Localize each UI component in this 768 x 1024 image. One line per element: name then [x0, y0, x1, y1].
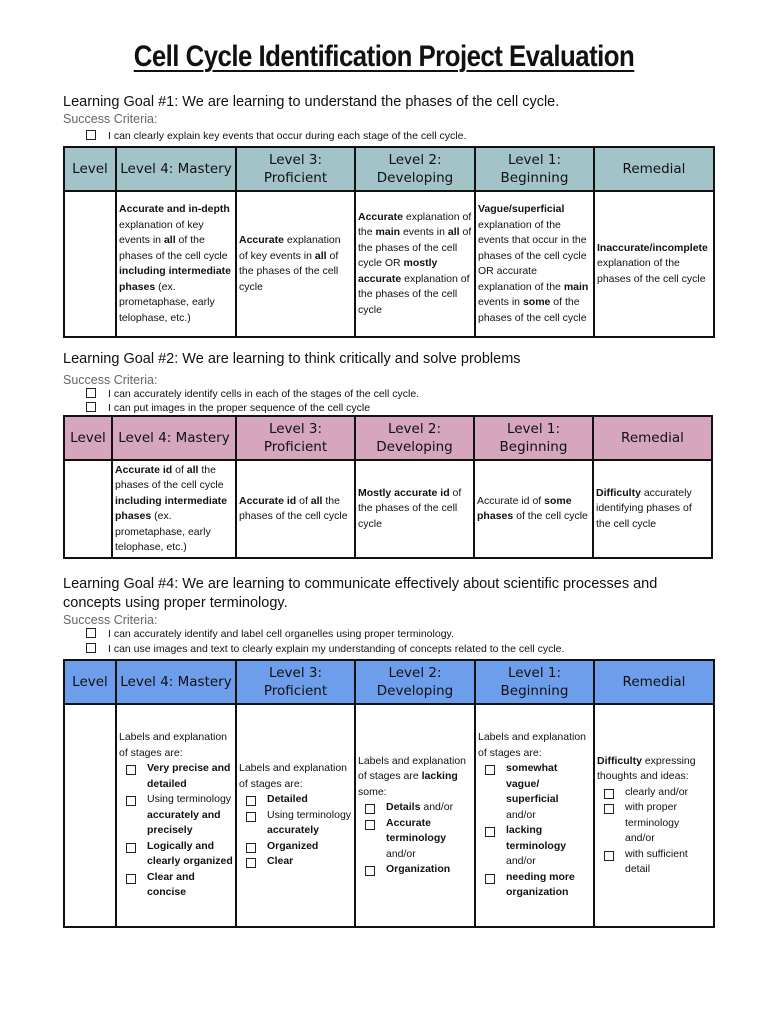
checkbox-icon: [485, 765, 495, 775]
checkbox-icon: [246, 812, 256, 822]
goal-2-criterion-2: [86, 402, 370, 415]
level-cell: [64, 460, 112, 558]
list-item: lacking terminology and/or: [478, 823, 591, 870]
list-item: Accurate terminology and/or: [358, 816, 472, 863]
criterion-text: I can accurately identify and label cell organelles using proper terminology.: [108, 628, 454, 640]
cell-level-2: [355, 704, 475, 927]
bold-text: all: [447, 226, 460, 239]
cell-level-1: Vague/superficial explanation of the events that occur in the phases of the cell cycle OR accurate explanation of the main events in some of the phases of the cell cycle: [475, 191, 594, 337]
header-level: Level: [64, 147, 116, 191]
cell-level-2: Mostly accurate id of the phases of the cell cycle: [355, 460, 474, 558]
bold-text: all: [163, 234, 176, 246]
criteria-list: [358, 800, 472, 878]
bold-text: main: [563, 280, 589, 293]
cell-level-4: [116, 704, 236, 927]
cell-level-1: Accurate id of some phases of the cell cycle: [474, 460, 593, 558]
criteria-list: [597, 785, 711, 878]
checkbox-icon: [604, 804, 614, 814]
checkbox-icon: [365, 820, 375, 830]
header-remedial: Remedial: [593, 416, 712, 460]
header-level-1: Level 1: Beginning: [475, 660, 594, 704]
goal-2-rubric-table: [63, 415, 713, 559]
cell-level-3: [236, 704, 355, 927]
bold-text: including intermediate phases: [119, 265, 232, 293]
bold-text: Clear: [267, 855, 294, 868]
list-item: somewhat vague/ superficial and/or: [478, 761, 591, 823]
list-item: with proper terminology and/or: [597, 800, 711, 847]
cell-level-3: Accurate id of all the phases of the cell cycle: [236, 460, 355, 558]
document-title: Cell Cycle Identification Project Evaluation: [133, 40, 635, 73]
bold-text: accurately and precisely: [147, 808, 221, 837]
bold-text: needing more organization: [506, 870, 575, 899]
checkbox-icon: [86, 643, 96, 653]
bold-text: lacking terminology: [506, 824, 567, 852]
bold-text: Accurate: [358, 210, 403, 223]
rubric-body-row: [64, 460, 712, 558]
level-cell: [64, 191, 116, 337]
bold-text: some phases: [477, 494, 572, 522]
bold-text: Detailed: [267, 793, 308, 806]
criteria-list: [239, 792, 352, 870]
bold-text: Accurate id: [239, 494, 297, 507]
goal-2-success-label: Success Criteria:: [63, 373, 158, 387]
bold-text: Difficulty: [596, 486, 641, 499]
bold-text: Inaccurate/incomplete: [597, 241, 708, 254]
goal-4-success-label: Success Criteria:: [63, 613, 158, 627]
header-level: Level: [64, 660, 116, 704]
rubric-body-row: [64, 191, 714, 337]
header-level-3: Level 3: Proficient: [236, 147, 355, 191]
checkbox-icon: [246, 796, 256, 806]
header-level-1: Level 1: Beginning: [475, 147, 594, 191]
rubric-body-row: [64, 704, 714, 927]
checkbox-icon: [86, 402, 96, 412]
cell-level-1: [475, 704, 594, 927]
list-item: [119, 761, 233, 792]
bold-text: Accurate: [239, 234, 284, 246]
bold-text: Accurate id: [115, 463, 173, 476]
header-level: Level: [64, 416, 112, 460]
goal-4-heading: Learning Goal #4: We are learning to communicate effectively about scientific processes and concepts using proper terminology.: [63, 576, 658, 611]
cell-remedial: Inaccurate/incomplete explanation of the phases of the cell cycle: [594, 191, 714, 337]
goal-4-rubric-table: [63, 659, 715, 928]
bold-text: all: [310, 494, 323, 507]
cell-remedial: [594, 704, 714, 927]
list-item: Details and/or: [358, 800, 472, 816]
list-item: [119, 839, 233, 870]
criterion-text: I can use images and text to clearly explain my understanding of concepts related to the cell cycle.: [108, 643, 565, 655]
bold-text: lacking: [421, 770, 458, 782]
header-level-2: Level 2: Developing: [355, 660, 475, 704]
header-level-4: Level 4: Mastery: [116, 147, 236, 191]
list-item: [239, 854, 352, 870]
goal-2-heading: Learning Goal #2: We are learning to think critically and solve problems: [63, 351, 521, 367]
cell-intro: Labels and explanation of stages are:: [239, 762, 348, 790]
goal-1-heading: Learning Goal #1: We are learning to understand the phases of the cell cycle.: [63, 94, 560, 110]
header-remedial: Remedial: [594, 147, 714, 191]
bold-text: some: [522, 296, 551, 308]
bold-text: Difficulty: [597, 754, 642, 767]
checkbox-icon: [365, 804, 375, 814]
checkbox-icon: [246, 858, 256, 868]
list-item: Using terminology accurately: [239, 808, 352, 839]
checkbox-icon: [246, 843, 256, 853]
level-cell: [64, 704, 116, 927]
checkbox-icon: [126, 765, 136, 775]
cell-level-3: Accurate explanation of key events in all of the phases of the cell cycle: [236, 191, 355, 337]
checkbox-icon: [86, 388, 96, 398]
rubric-header-row: [64, 147, 714, 191]
criterion-text: I can put images in the proper sequence of the cell cycle: [108, 402, 371, 414]
goal-4-criterion-2: [86, 643, 564, 656]
bold-text: all: [186, 463, 199, 476]
bold-text: accurately: [267, 824, 319, 837]
checkbox-icon: [86, 130, 96, 140]
cell-remedial: Difficulty accurately identifying phases of the cell cycle: [593, 460, 712, 558]
header-level-4: Level 4: Mastery: [112, 416, 236, 460]
cell-intro: Difficulty expressing thoughts and ideas:: [597, 754, 696, 782]
list-item: [239, 792, 352, 808]
bold-text: Clear and concise: [147, 870, 195, 899]
rubric-header-row: [64, 660, 714, 704]
checkbox-icon: [126, 874, 136, 884]
checkbox-icon: [126, 843, 136, 853]
header-level-3: Level 3: Proficient: [236, 416, 355, 460]
bold-text: main: [375, 226, 401, 239]
goal-2-criterion-1: [86, 388, 419, 401]
bold-text: Accurate terminology: [386, 816, 447, 844]
checkbox-icon: [604, 851, 614, 861]
bold-text: including intermediate phases: [115, 494, 228, 522]
bold-text: Organization: [386, 863, 451, 875]
list-item: with sufficient detail: [597, 847, 711, 878]
cell-intro: Labels and explanation of stages are:: [119, 731, 228, 759]
list-item: [358, 862, 472, 878]
header-level-2: Level 2: Developing: [355, 416, 474, 460]
goal-1-rubric-table: [63, 146, 715, 338]
cell-intro: Labels and explanation of stages are lacking some:: [358, 754, 467, 798]
cell-level-2: Accurate explanation of the main events in all of the phases of the cell cycle OR mostly accurate explanation of the phases of the cell cycle: [355, 191, 475, 337]
list-item: Using terminology accurately and precisely: [119, 792, 233, 839]
checkbox-icon: [485, 874, 495, 884]
header-level-3: Level 3: Proficient: [236, 660, 355, 704]
checkbox-icon: [485, 827, 495, 837]
goal-1-success-label: Success Criteria:: [63, 112, 158, 126]
criteria-list: [119, 761, 233, 901]
header-remedial: Remedial: [594, 660, 714, 704]
goal-4-criterion-1: [86, 628, 454, 641]
cell-level-4: Accurate id of all the phases of the cell cycle including intermediate phases (ex. prometaphase, early telophase, etc.): [112, 460, 236, 558]
bold-text: Mostly accurate id: [358, 486, 450, 499]
list-item: clearly and/or: [597, 785, 711, 801]
bold-text: Vague/superficial: [478, 203, 565, 215]
header-level-4: Level 4: Mastery: [116, 660, 236, 704]
goal-1-criterion-1: [86, 130, 466, 143]
bold-text: Organized: [267, 839, 319, 852]
checkbox-icon: [604, 789, 614, 799]
rubric-header-row: [64, 416, 712, 460]
bold-text: Very precise and detailed: [147, 762, 231, 790]
bold-text: Accurate and in-depth: [119, 203, 230, 215]
checkbox-icon: [126, 796, 136, 806]
header-level-2: Level 2: Developing: [355, 147, 475, 191]
cell-intro: Labels and explanation of stages are:: [478, 731, 587, 759]
checkbox-icon: [365, 866, 375, 876]
bold-text: Logically and clearly organized: [147, 839, 233, 868]
checkbox-icon: [86, 628, 96, 638]
list-item: [239, 839, 352, 855]
bold-text: Details: [386, 801, 421, 813]
criterion-text: I can accurately identify cells in each of the stages of the cell cycle.: [108, 388, 420, 400]
criterion-text: I can clearly explain key events that occur during each stage of the cell cycle.: [108, 130, 467, 142]
criteria-list: [478, 761, 591, 901]
bold-text: all: [314, 249, 327, 262]
list-item: [119, 870, 233, 901]
cell-level-4: Accurate and in-depth explanation of key events in all of the phases of the cell cycle including intermediate phases (ex. prometaphase, early telophase, etc.): [116, 191, 236, 337]
bold-text: mostly accurate: [358, 257, 438, 285]
list-item: [478, 870, 591, 901]
header-level-1: Level 1: Beginning: [474, 416, 593, 460]
bold-text: somewhat vague/ superficial: [506, 762, 559, 806]
